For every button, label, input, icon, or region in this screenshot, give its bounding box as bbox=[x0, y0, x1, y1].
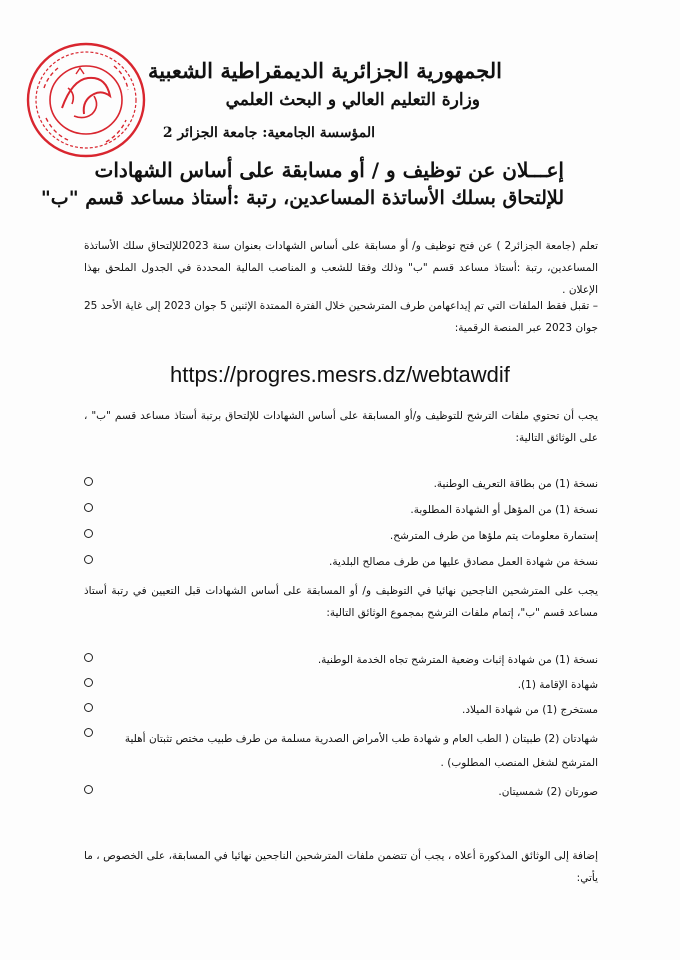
announcement-title-line1: إعـــلان عن توظيف و / أو مسابقة على أساس الشهادات bbox=[94, 158, 564, 182]
platform-url-link[interactable]: https://progres.mesrs.dz/webtawdif bbox=[170, 362, 510, 387]
ministry-heading: وزارة التعليم العالي و البحث العلمي bbox=[225, 90, 480, 110]
bullet-circle-icon bbox=[84, 678, 93, 687]
submission-period-paragraph: – تقبل فقط الملفات التي تم إيداعهامن طرف المترشحين خلال الفترة الممتدة الإثنين 5 جوان 2023 إلى غاية الأحد 25 جوان 2023 عبر المنصة الرقمية: bbox=[84, 300, 598, 334]
list-item: نسخة (1) من شهادة إثبات وضعية المترشح تجاه الخدمة الوطنية. bbox=[84, 652, 598, 668]
additional-documents-paragraph: إضافة إلى الوثائق المذكورة أعلاه ، يجب أن تتضمن ملفات المترشحين الناجحين نهائيا في المسابقة، على الخصوص ، ما يأتي: bbox=[84, 850, 598, 884]
list-item: شهادة الإقامة (1). bbox=[84, 677, 598, 693]
bullet-circle-icon bbox=[84, 728, 93, 737]
list-item: مستخرج (1) من شهادة الميلاد. bbox=[84, 702, 598, 718]
required-documents-paragraph: يجب أن تحتوي ملفات الترشح للتوظيف و/أو المسابقة على أساس الشهادات للإلتحاق برتبة أستاذ مساعد قسم "ب" ، على الوثائق التالية: bbox=[84, 410, 598, 444]
bullet-circle-icon bbox=[84, 653, 93, 662]
required-documents-list bbox=[84, 476, 598, 580]
complementary-documents-list bbox=[84, 652, 598, 809]
successful-candidates-paragraph: يجب على المترشحين الناجحين نهائيا في التوظيف و/ أو المسابقة على أساس الشهادات قبل التعيين في رتبة أستاذ مساعد قسم "ب"، إتمام ملفات الترشح بمجموع الوثائق التالية: bbox=[84, 585, 598, 619]
list-item: نسخة (1) من المؤهل أو الشهادة المطلوبة. bbox=[84, 502, 598, 518]
list-item: نسخة من شهادة العمل مصادق عليها من طرف مصالح البلدية. bbox=[84, 554, 598, 570]
list-item: صورتان (2) شمسيتان. bbox=[84, 784, 598, 800]
bullet-circle-icon bbox=[84, 555, 93, 564]
bullet-circle-icon bbox=[84, 477, 93, 486]
republic-heading: الجمهورية الجزائرية الديمقراطية الشعبية bbox=[147, 58, 502, 83]
institution-heading: المؤسسة الجامعية: جامعة الجزائر 2 bbox=[162, 125, 375, 141]
list-item: إستمارة معلومات يتم ملؤها من طرف المترشح. bbox=[84, 528, 598, 544]
list-item: شهادتان (2) طبيتان ( الطب العام و شهادة طب الأمراض الصدرية مسلمة من طرف طبيب مختص تثبتان أهلية المترشح لشغل المنصب المطلوب) . bbox=[84, 727, 598, 775]
official-seal-icon bbox=[22, 38, 150, 162]
bullet-circle-icon bbox=[84, 529, 93, 538]
bullet-circle-icon bbox=[84, 503, 93, 512]
bullet-circle-icon bbox=[84, 703, 93, 712]
bullet-circle-icon bbox=[84, 785, 93, 794]
list-item: نسخة (1) من بطاقة التعريف الوطنية. bbox=[84, 476, 598, 492]
announcement-title-line2: للإلتحاق بسلك الأساتذة المساعدين، رتبة :أستاذ مساعد قسم "ب" bbox=[40, 187, 564, 209]
intro-paragraph: تعلم (جامعة الجزائر2 ) عن فتح توظيف و/ أو مسابقة على أساس الشهادات بعنوان سنة 2023للإلتحاق سلك الأساتذة المساعدين، رتبة :أستاذ مساعد قسم "ب" وذلك وفقا للشعب و المناصب المالية المحددة في الجدول الملحق بهذا الإعلان . bbox=[84, 240, 598, 296]
